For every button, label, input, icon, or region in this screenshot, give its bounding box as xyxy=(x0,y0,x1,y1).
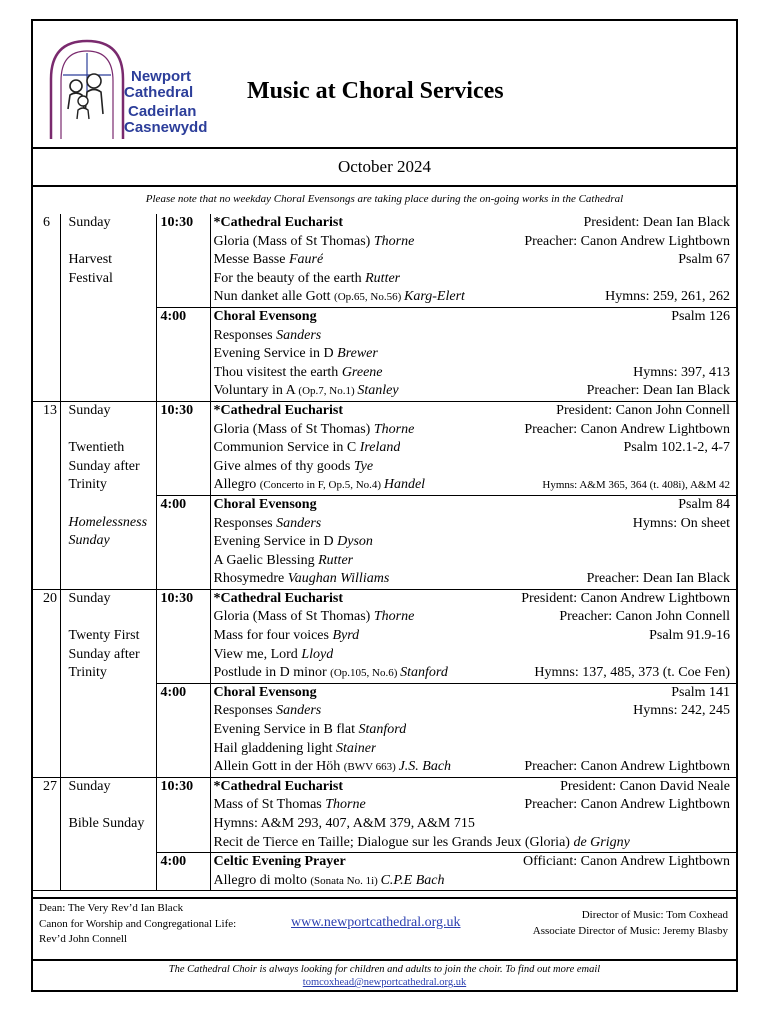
logo-line1: Newport xyxy=(131,68,191,85)
composer: Thorne xyxy=(325,797,366,813)
music-title xyxy=(214,702,322,721)
composer: Brewer xyxy=(337,346,378,362)
day-name: Sunday xyxy=(68,215,111,230)
service-name: Choral Evensong xyxy=(213,684,317,700)
music-line xyxy=(214,214,731,233)
music-line xyxy=(214,552,731,571)
clergy-line: Canon for Worship and Congregational Life: xyxy=(39,917,237,930)
service-detail: President: Canon John Connell xyxy=(556,402,730,418)
music-line xyxy=(214,740,731,759)
music-line xyxy=(214,721,731,740)
notice-text: Please note that no weekday Choral Evensongs are taking place during the on-going works in the Cathedral xyxy=(145,193,624,205)
divider xyxy=(33,897,736,899)
service-row xyxy=(33,214,736,307)
piece-text: Allein Gott in der Höh xyxy=(213,759,344,775)
schedule-table xyxy=(33,214,736,891)
music-line xyxy=(214,627,731,646)
clergy-line: Dean: The Very Rev’d Ian Black xyxy=(39,902,184,914)
music-line xyxy=(214,872,731,891)
service-detail: Psalm 67 xyxy=(678,252,730,268)
piece-text: Evening Service in B flat xyxy=(213,722,359,738)
composer: Thorne xyxy=(373,233,415,249)
music-line xyxy=(214,476,731,495)
service-detail: Hymns: On sheet xyxy=(632,515,730,531)
service-music xyxy=(210,307,736,401)
music-line xyxy=(214,608,731,627)
composer: C.P.E Bach xyxy=(380,872,445,888)
recruitment-text: The Cathedral Choir is always looking for children and adults to join the choir. To find out more email xyxy=(168,964,601,975)
music-title xyxy=(214,834,630,853)
music-line xyxy=(214,778,731,797)
music-line xyxy=(214,458,731,477)
footer xyxy=(33,901,736,959)
music-line xyxy=(214,288,731,307)
service-detail: Hymns: 137, 485, 373 (t. Coe Fen) xyxy=(534,665,730,681)
divider xyxy=(33,185,736,187)
composer: Stainer xyxy=(335,740,377,756)
composer: Stanford xyxy=(400,665,448,681)
music-line xyxy=(214,439,731,458)
composer: J.S. Bach xyxy=(398,759,452,775)
service-name: *Cathedral Eucharist xyxy=(213,590,343,606)
piece-text: A Gaelic Blessing xyxy=(213,552,319,568)
service-detail: Preacher: Canon Andrew Lightbown xyxy=(524,759,730,775)
music-title xyxy=(214,308,317,327)
music-line xyxy=(214,421,731,440)
music-line xyxy=(214,853,731,872)
service-time: 4:00 xyxy=(156,683,210,777)
music-title xyxy=(214,402,344,421)
date-cell: 27 xyxy=(33,777,60,891)
day-cell xyxy=(60,589,156,777)
composer: de Grigny xyxy=(573,834,630,850)
music-title xyxy=(214,552,354,571)
piece-text: (Op.7, No.1) xyxy=(298,385,358,398)
music-line xyxy=(214,834,731,853)
composer: Lloyd xyxy=(301,646,334,662)
day-cell xyxy=(60,214,156,401)
spacer xyxy=(69,421,156,440)
service-music xyxy=(210,683,736,777)
piece-text: Evening Service in D xyxy=(213,534,338,550)
occasion-line: Bible Sunday xyxy=(68,816,145,831)
day-cell xyxy=(60,401,156,589)
cathedral-logo xyxy=(43,39,223,139)
piece-text: Evening Service in D xyxy=(213,346,338,362)
divider xyxy=(33,147,736,149)
piece-text: Gloria (Mass of St Thomas) xyxy=(213,609,374,625)
service-detail: Preacher: Canon Andrew Lightbown xyxy=(524,233,730,249)
music-line xyxy=(214,327,731,346)
service-detail: Psalm 84 xyxy=(678,496,730,512)
service-detail: Preacher: Canon John Connell xyxy=(559,609,730,625)
composer: Handel xyxy=(383,477,426,493)
music-line xyxy=(214,364,731,383)
composer: Greene xyxy=(341,364,383,380)
music-title xyxy=(214,740,377,759)
piece-text: Gloria (Mass of St Thomas) xyxy=(213,233,374,249)
piece-text: Give almes of thy goods xyxy=(213,458,354,474)
music-title xyxy=(214,439,401,458)
composer: Rutter xyxy=(318,552,354,568)
music-line xyxy=(214,402,731,421)
composer: Karg-Elert xyxy=(404,289,465,305)
composer: Thorne xyxy=(373,609,415,625)
piece-text: Responses xyxy=(213,327,277,343)
website-link[interactable]: www.newportcathedral.org.uk xyxy=(291,915,461,930)
music-line xyxy=(214,382,731,401)
piece-text: (Concerto in F, Op.5, No.4) xyxy=(259,479,384,492)
service-detail: Preacher: Dean Ian Black xyxy=(586,571,730,587)
service-detail: President: Canon Andrew Lightbown xyxy=(521,590,730,606)
music-line xyxy=(214,533,731,552)
service-name: *Cathedral Eucharist xyxy=(213,215,343,230)
music-line xyxy=(214,815,731,834)
occasion-line: Trinity xyxy=(68,477,107,493)
music-title xyxy=(214,251,324,270)
service-music xyxy=(210,853,736,891)
music-line xyxy=(214,796,731,815)
service-time: 10:30 xyxy=(156,214,210,307)
composer: Fauré xyxy=(288,252,324,268)
service-music xyxy=(210,214,736,307)
music-line xyxy=(214,758,731,777)
composer: Sanders xyxy=(276,515,322,531)
music-title xyxy=(214,533,373,552)
service-row xyxy=(33,777,736,852)
music-title xyxy=(214,778,344,797)
service-row xyxy=(33,589,736,683)
music-title xyxy=(214,684,317,703)
page-title: Music at Choral Services xyxy=(247,78,504,104)
music-title xyxy=(214,646,334,665)
piece-text: Hymns: A&M 293, 407, A&M 379, A&M 715 xyxy=(213,816,475,831)
service-detail: Preacher: Canon Andrew Lightbown xyxy=(524,797,730,813)
date-cell: 13 xyxy=(33,401,60,589)
service-detail: Preacher: Canon Andrew Lightbown xyxy=(524,421,730,437)
composer: Sanders xyxy=(276,327,322,343)
music-title xyxy=(214,364,383,383)
logo-line3: Cadeirlan xyxy=(128,103,197,120)
piece-text: Communion Service in C xyxy=(213,440,360,456)
music-line xyxy=(214,496,731,515)
music-title xyxy=(214,345,378,364)
piece-text: Thou visitest the earth xyxy=(213,364,342,380)
music-title xyxy=(214,214,344,233)
music-title xyxy=(214,608,415,627)
divider xyxy=(33,959,736,961)
service-detail: Psalm 91.9-16 xyxy=(649,628,730,644)
service-music xyxy=(210,589,736,683)
occasion-line: Sunday after xyxy=(68,646,140,662)
occasion-line: Trinity xyxy=(68,665,107,681)
piece-text: Hail gladdening light xyxy=(213,740,336,756)
service-detail: President: Dean Ian Black xyxy=(583,215,730,230)
composer: Dyson xyxy=(337,534,373,550)
service-detail: Hymns: A&M 365, 364 (t. 408i), A&M 42 xyxy=(542,479,730,492)
page-frame xyxy=(31,19,738,992)
month-heading: October 2024 xyxy=(337,157,431,176)
piece-text: Gloria (Mass of St Thomas) xyxy=(213,421,374,437)
service-detail: Psalm 141 xyxy=(671,684,730,700)
piece-text: Recit de Tierce en Taille; Dialogue sur les Grands Jeux (Gloria) xyxy=(213,834,574,850)
music-title xyxy=(214,590,344,609)
service-detail: Officiant: Canon Andrew Lightbown xyxy=(523,854,730,870)
service-detail: Hymns: 397, 413 xyxy=(633,364,730,380)
music-line xyxy=(214,515,731,534)
service-music xyxy=(210,401,736,495)
music-title xyxy=(214,815,475,834)
service-detail: President: Canon David Neale xyxy=(560,778,730,794)
choir-recruitment-note xyxy=(33,963,736,989)
service-time: 4:00 xyxy=(156,307,210,401)
service-time: 10:30 xyxy=(156,401,210,495)
piece-text: (Sonata No. 1i) xyxy=(310,874,381,887)
spacer xyxy=(69,608,156,627)
music-line xyxy=(214,251,731,270)
music-line xyxy=(214,646,731,665)
service-music xyxy=(210,495,736,589)
music-line xyxy=(214,684,731,703)
service-name: *Cathedral Eucharist xyxy=(213,402,343,418)
piece-text: View me, Lord xyxy=(213,646,302,662)
music-title xyxy=(214,382,399,401)
service-name: Celtic Evening Prayer xyxy=(213,854,346,870)
clergy-list xyxy=(39,901,236,948)
piece-text: Responses xyxy=(213,703,277,719)
music-line xyxy=(214,270,731,289)
service-name: Choral Evensong xyxy=(213,308,317,324)
composer: Stanford xyxy=(358,722,407,738)
service-time: 10:30 xyxy=(156,589,210,683)
occasion-line: Sunday after xyxy=(68,458,140,474)
piece-text: Allegro xyxy=(213,477,260,493)
service-detail: Hymns: 259, 261, 262 xyxy=(605,289,730,305)
piece-text: (Op.105, No.6) xyxy=(330,667,401,680)
service-time: 4:00 xyxy=(156,495,210,589)
email-link[interactable]: tomcoxhead@newportcathedral.org.uk xyxy=(302,977,467,988)
music-line xyxy=(214,570,731,589)
service-name: Choral Evensong xyxy=(213,496,317,512)
music-title xyxy=(214,476,426,495)
music-title xyxy=(214,421,415,440)
composer: Sanders xyxy=(276,703,322,719)
music-title xyxy=(214,721,407,740)
service-music xyxy=(210,777,736,852)
music-title xyxy=(214,327,322,346)
piece-text: Voluntary in A xyxy=(213,383,299,399)
composer: Rutter xyxy=(365,270,401,286)
logo-line2: Cathedral xyxy=(124,84,194,101)
piece-text: Messe Basse xyxy=(213,252,289,268)
piece-text: (BWV 663) xyxy=(343,761,399,774)
occasion-line: Twentieth xyxy=(68,440,125,456)
composer: Vaughan Williams xyxy=(287,571,390,587)
piece-text: Rhosymedre xyxy=(213,571,288,587)
special-occasion-line: Sunday xyxy=(68,533,110,549)
service-time: 10:30 xyxy=(156,777,210,852)
service-name: *Cathedral Eucharist xyxy=(213,778,343,794)
piece-text: (Op.65, No.56) xyxy=(334,291,404,304)
music-line xyxy=(214,590,731,609)
music-line xyxy=(214,308,731,327)
music-line xyxy=(214,702,731,721)
music-line xyxy=(214,664,731,683)
composer: Tye xyxy=(353,458,374,474)
spacer xyxy=(69,796,156,815)
piece-text: Postlude in D minor xyxy=(213,665,331,681)
piece-text: Allegro di molto xyxy=(213,872,311,888)
service-detail: Preacher: Dean Ian Black xyxy=(586,383,730,399)
day-name: Sunday xyxy=(68,778,111,794)
music-title xyxy=(214,496,317,515)
music-title xyxy=(214,515,322,534)
special-occasion-line: Homelessness xyxy=(68,514,148,530)
day-cell xyxy=(60,777,156,891)
music-title xyxy=(214,458,374,477)
music-staff xyxy=(533,908,728,939)
music-title xyxy=(214,664,448,683)
music-title xyxy=(214,570,390,589)
service-detail: Psalm 126 xyxy=(671,308,730,324)
occasion-line: Twenty First xyxy=(68,628,140,644)
logo-line4: Casnewydd xyxy=(124,119,208,136)
date-cell: 20 xyxy=(33,589,60,777)
header xyxy=(33,21,736,147)
spacer xyxy=(69,495,156,514)
music-title xyxy=(214,270,401,289)
spacer xyxy=(69,233,156,252)
day-name: Sunday xyxy=(68,402,111,418)
day-name: Sunday xyxy=(68,590,111,606)
clergy-line: Rev’d John Connell xyxy=(39,933,127,945)
music-title xyxy=(214,758,452,777)
music-title xyxy=(214,853,346,872)
music-line xyxy=(214,345,731,364)
piece-text: Mass for four voices xyxy=(213,628,333,644)
service-detail: Hymns: 242, 245 xyxy=(633,703,730,719)
composer: Ireland xyxy=(359,440,401,456)
composer: Thorne xyxy=(373,421,415,437)
occasion-line: Harvest xyxy=(68,252,113,268)
music-title xyxy=(214,233,415,252)
piece-text: For the beauty of the earth xyxy=(213,270,366,286)
music-title xyxy=(214,872,445,891)
piece-text: Mass of St Thomas xyxy=(213,797,326,813)
service-time: 4:00 xyxy=(156,853,210,891)
service-row xyxy=(33,401,736,495)
piece-text: Nun danket alle Gott xyxy=(213,289,335,305)
occasion-line: Festival xyxy=(68,270,113,286)
date-cell: 6 xyxy=(33,214,60,401)
music-title xyxy=(214,796,366,815)
music-line xyxy=(214,233,731,252)
music-title xyxy=(214,627,360,646)
composer: Stanley xyxy=(357,383,399,399)
music-title xyxy=(214,288,465,307)
composer: Byrd xyxy=(332,628,360,644)
piece-text: Responses xyxy=(213,515,277,531)
service-detail: Psalm 102.1-2, 4-7 xyxy=(623,440,730,456)
music-staff-line: Associate Director of Music: Jeremy Blasby xyxy=(532,924,728,937)
music-staff-line: Director of Music: Tom Coxhead xyxy=(581,909,728,921)
